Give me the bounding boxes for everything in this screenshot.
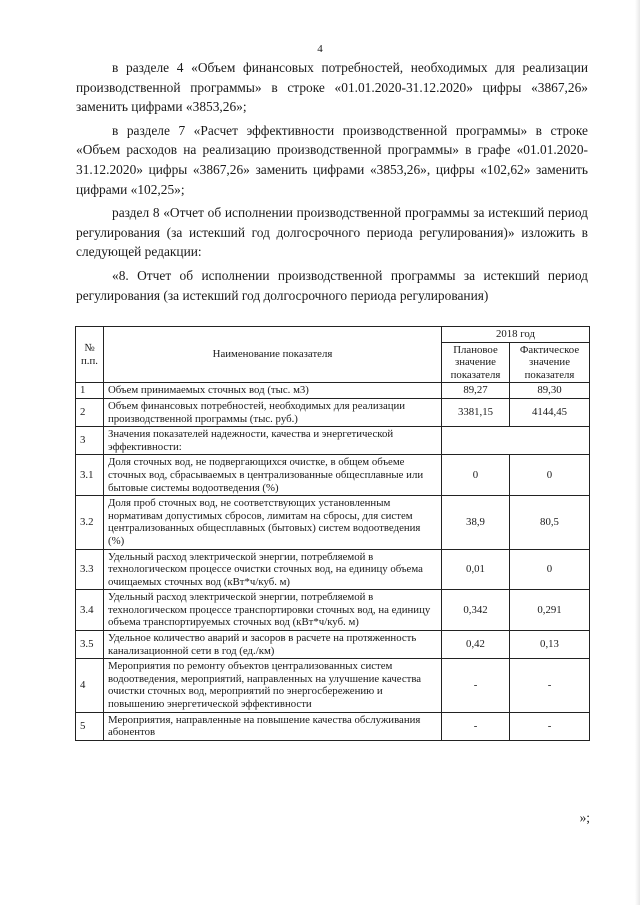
- row-name: Удельный расход электрической энергии, потребляемой в технологическом процессе очистки сточных вод, на единицу объема очищаемых сточных вод (кВт*ч/куб. м): [104, 549, 442, 590]
- table-row: [76, 427, 590, 455]
- row-name: Доля проб сточных вод, не соответствующих установленным нормативам допустимых сбросов, лимитам на сбросы, для систем централизованных общесплавных (бытовых) систем водоотведения (%): [104, 496, 442, 549]
- table-header-row: [76, 327, 590, 343]
- row-num: 4: [76, 659, 104, 712]
- row-num: 1: [76, 383, 104, 399]
- row-planned: 0: [442, 455, 510, 496]
- table-row: [76, 383, 590, 399]
- col-header-planned: Плановое значение показателя: [442, 342, 510, 383]
- row-actual: 0,291: [510, 590, 590, 631]
- row-actual: 80,5: [510, 496, 590, 549]
- row-planned: 89,27: [442, 383, 510, 399]
- row-name: Доля сточных вод, не подвергающихся очистке, в общем объеме сточных вод, сбрасываемых в централизованные общесплавные или бытовые системы водоотведения (%): [104, 455, 442, 496]
- paragraph-section-4: в разделе 4 «Объем финансовых потребностей, необходимых для реализации производственной программы» в строке «01.01.2020-31.12.2020» цифры «3867,26» заменить цифрами «3853,26»;: [76, 60, 588, 115]
- row-num: 5: [76, 712, 104, 740]
- row-name: Мероприятия, направленные на повышение качества обслуживания абонентов: [104, 712, 442, 740]
- row-planned: 3381,15: [442, 398, 510, 426]
- row-empty-values: [442, 427, 590, 455]
- row-actual: 89,30: [510, 383, 590, 399]
- row-num: 3: [76, 427, 104, 455]
- row-planned: 0,01: [442, 549, 510, 590]
- row-name: Значения показателей надежности, качества и энергетической эффективности:: [104, 427, 442, 455]
- section-8-heading: «8. Отчет об исполнении производственной программы за истекший период регулирования (за истекший год долгосрочного периода регулирования): [76, 267, 588, 303]
- row-name: Мероприятия по ремонту объектов централизованных систем водоотведения, мероприятий, направленных на улучшение качества очистки сточных вод, мероприятий по энергосбережению и повышению энергетической эффективности: [104, 659, 442, 712]
- table-row: [76, 398, 590, 426]
- row-name: Объем принимаемых сточных вод (тыс. м3): [104, 383, 442, 399]
- row-num: 3.4: [76, 590, 104, 631]
- closing-quote-mark: »;: [579, 810, 590, 825]
- row-planned: -: [442, 659, 510, 712]
- row-actual: 4144,45: [510, 398, 590, 426]
- row-num: 3.3: [76, 549, 104, 590]
- row-num: 3.2: [76, 496, 104, 549]
- row-name: Объем финансовых потребностей, необходимых для реализации производственной программы (тыс. руб.): [104, 398, 442, 426]
- col-header-name: Наименование показателя: [104, 327, 442, 383]
- row-num: 2: [76, 398, 104, 426]
- page-number: 4: [317, 43, 323, 55]
- row-name: Удельный расход электрической энергии, потребляемой в технологическом процессе транспортировки сточных вод, на единицу объема транспортируемых сточных вод (кВт*ч/куб. м): [104, 590, 442, 631]
- table-row: [76, 712, 590, 740]
- scan-page-edge: [635, 0, 640, 905]
- col-header-num: № п.п.: [76, 327, 104, 383]
- row-num: 3.1: [76, 455, 104, 496]
- row-actual: 0: [510, 455, 590, 496]
- table-row: [76, 590, 590, 631]
- row-actual: -: [510, 659, 590, 712]
- row-planned: 0,342: [442, 590, 510, 631]
- col-header-actual: Фактическое значение показателя: [510, 342, 590, 383]
- table-row: [76, 496, 590, 549]
- table-row: [76, 549, 590, 590]
- row-num: 3.5: [76, 631, 104, 659]
- row-actual: 0,13: [510, 631, 590, 659]
- table-row: [76, 455, 590, 496]
- row-actual: -: [510, 712, 590, 740]
- table-row: [76, 659, 590, 712]
- col-header-year: 2018 год: [442, 327, 590, 343]
- row-planned: 38,9: [442, 496, 510, 549]
- row-actual: 0: [510, 549, 590, 590]
- document-body: [76, 58, 588, 305]
- row-planned: 0,42: [442, 631, 510, 659]
- row-planned: -: [442, 712, 510, 740]
- row-name: Удельное количество аварий и засоров в расчете на протяженность канализационной сети в год (ед./км): [104, 631, 442, 659]
- table-row: [76, 631, 590, 659]
- report-table: [75, 326, 590, 741]
- paragraph-section-8: раздел 8 «Отчет об исполнении производственной программы за истекший период регулирования (за истекший год долгосрочного периода регулирования)» изложить в следующей редакции:: [76, 205, 588, 260]
- paragraph-section-7: в разделе 7 «Расчет эффективности производственной программы» в строке «Объем расходов на реализацию производственной программы» в графе «01.01.2020-31.12.2020» цифры «3867,26» заменить цифрами «3853,26», цифры «102,62» заменить цифрами «102,25»;: [76, 122, 588, 197]
